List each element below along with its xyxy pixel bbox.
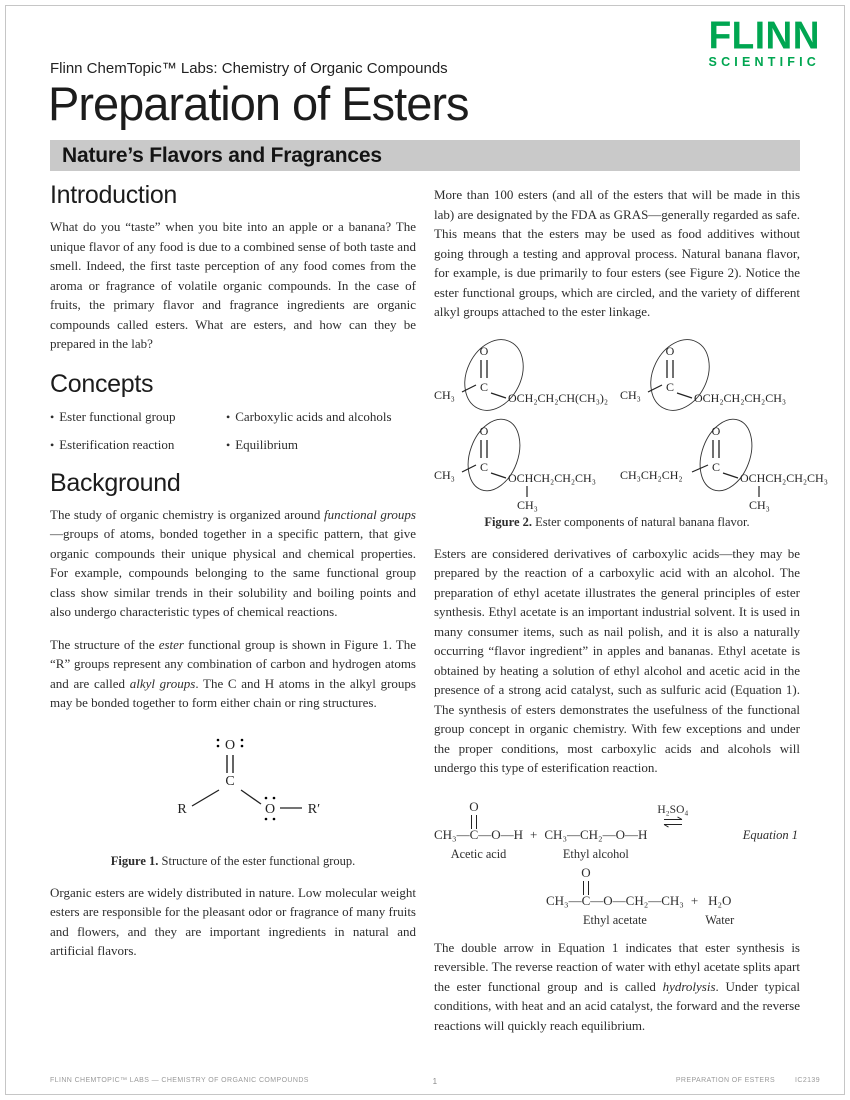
text-segment: —groups of atoms, bonded together in a specific pattern, that give organic compounds their unique physical and chemical properties. For example, compounds belonging to the same functional group class show similar trends in their solubility and boiling points and also undergo characteristic types of chemical reactions. (50, 526, 416, 620)
carbonyl-o: O (665, 343, 675, 358)
introduction-paragraph: What do you “taste” when you bite into an apple or a banana? The unique flavor of any food is due to a combined sense of both taste and smell. Indeed, the first taste perception of any food comes from the aroma or fragrance of volatile organic compounds. In the case of fruits, the primary flavor and fragrance ingredients are organic compounds called esters. What are esters, and how can they be prepared in the lab? (50, 219, 416, 352)
left-chain: CH₃CH₂CH₂ (620, 467, 683, 482)
text-segment: The structure of the (50, 636, 159, 652)
text-segment: The double arrow in Equation 1 indicates that ester synthesis is reversible. The reverse reaction of water with ethyl acetate splits apart the ester functional group and is called (434, 939, 800, 994)
emphasis-text: alkyl groups (129, 675, 196, 691)
carbonyl-c: C (665, 379, 675, 394)
nature-paragraph: Organic esters are widely distributed in nature. Low molecular weight esters are responsible for the pleasant odor or fragrance of many fruits and flowers, and they are important ingredients in natural and artificial flavors. (50, 884, 416, 959)
concepts-heading: Concepts (50, 369, 154, 398)
concept-label: Carboxylic acids and alcohols (235, 408, 392, 424)
figure2-caption-label: Figure 2. (484, 514, 533, 529)
right-chain: OCH₂CH₂CH₂CH₃ (694, 390, 787, 405)
catalyst-label: H₂SO₄ (657, 803, 689, 816)
text-segment: . Under typical conditions, with heat and an acid catalyst, the forward and the reverse reactions will quickly reach equilibrium. (434, 978, 800, 1033)
list-item (226, 409, 416, 425)
reactant-name: Acetic acid (450, 846, 507, 861)
carbonyl-oxygen: O (581, 864, 591, 880)
banana-ester-structure-2 (620, 335, 806, 415)
page-title: Preparation of Esters (48, 77, 469, 130)
figure2-caption (434, 515, 800, 530)
left-column (50, 181, 416, 1035)
carbonyl-o: O (479, 423, 489, 438)
emphasis-text: functional groups (324, 506, 416, 522)
banana-ester-structure-4 (620, 415, 850, 513)
formula-segment: —O—H (478, 826, 524, 842)
carbonyl-c: C (479, 459, 489, 474)
emphasis-text: hydrolysis (662, 978, 716, 994)
equation1-products-row (546, 862, 800, 928)
carbonyl-o: O (479, 343, 489, 358)
page-number: 1 (432, 1077, 438, 1086)
carbonyl-group (581, 864, 591, 910)
carbonyl-carbon: C (581, 892, 591, 908)
emphasis-text: ester (158, 636, 184, 652)
branch-methyl: CH₃ (749, 497, 770, 512)
reactant-name: Ethyl alcohol (562, 846, 629, 861)
footer-catalog-number: IC2139 (795, 1077, 820, 1084)
carbonyl-c: C (711, 459, 721, 474)
concept-label: Ester functional group (59, 408, 176, 424)
equilibrium-arrow-block (657, 804, 688, 829)
carbonyl-oxygen: O (469, 798, 479, 814)
acetic-acid-formula (434, 798, 524, 862)
figure1-caption-label: Figure 1. (110, 853, 159, 868)
equilibrium-arrow-icon (662, 816, 684, 828)
figure1-caption (50, 854, 416, 869)
series-kicker: Flinn ChemTopic™ Labs: Chemistry of Organic Compounds (50, 60, 448, 77)
left-chain: CH₃ (434, 387, 455, 402)
figure2 (434, 335, 828, 513)
product-name: Water (705, 912, 735, 927)
equation-number-label: Equation 1 (742, 827, 798, 842)
text-segment: . The C and H atoms in the alkyl groups may be bonded together to form either chain or ring structures. (50, 675, 416, 711)
flinn-logo-scientific: SCIENTIFIC (708, 55, 820, 69)
list-item (50, 409, 226, 425)
two-column-body (50, 181, 828, 1035)
background-paragraph-1 (50, 505, 416, 622)
left-chain: CH₃ (434, 467, 455, 482)
formula-segment: —O—CH₂—CH₃ (590, 892, 684, 908)
formula-segment: H₂O (708, 892, 732, 908)
banana-ester-structure-3 (434, 415, 620, 513)
double-bond (471, 815, 477, 829)
fig1-carbonyl-oxygen: O (224, 737, 236, 753)
bullet-icon: • (50, 437, 55, 452)
page-footer (50, 1077, 820, 1084)
figure1 (50, 727, 416, 844)
gras-paragraph: More than 100 esters (and all of the esters that will be made in this lab) are designated by the FDA as GRAS—generally regarded as safe. This means that the esters may be used as food additives without going through a testing and approval process. Natural banana flavor, for example, is due primarily to four esters (see Figure 2). Notice the ester functional groups, which are circled, and the variety of different alkyl groups attached to the ester linkage. (434, 187, 800, 320)
background-paragraph-2 (50, 635, 416, 713)
fig1-rprime-group: R′ (307, 801, 321, 817)
list-item (226, 437, 416, 453)
equation1 (434, 792, 800, 928)
right-chain: OCHCH₂CH₂CH₃ (508, 470, 596, 485)
concept-label: Esterification reaction (59, 436, 175, 452)
ethyl-acetate-formula (546, 864, 684, 928)
carbonyl-carbon: C (469, 826, 479, 842)
footer-title: PREPARATION OF ESTERS (675, 1077, 776, 1084)
carbonyl-group (469, 798, 479, 844)
footer-series: FLINN CHEMTOPIC™ LABS — CHEMISTRY OF ORGANIC COMPOUNDS (50, 1077, 309, 1084)
figure1-caption-text: Structure of the ester functional group. (158, 853, 356, 868)
flinn-logo-wordmark: FLINN (708, 13, 820, 58)
list-item (50, 437, 226, 453)
product-name: Ethyl acetate (583, 912, 647, 927)
equation1-reactants-row (434, 792, 800, 862)
concepts-list (50, 409, 416, 453)
bullet-icon: • (226, 409, 231, 424)
branch-methyl: CH₃ (517, 497, 538, 512)
hydrolysis-paragraph (434, 938, 800, 1036)
double-bond (583, 881, 589, 895)
carbonyl-c: C (479, 379, 489, 394)
formula-segment: CH₃—CH₂—O—H (544, 826, 648, 842)
left-chain: CH₃ (620, 387, 641, 402)
right-chain: OCHCH₂CH₂CH₃ (740, 470, 828, 485)
figure2-caption-text: Ester components of natural banana flavor. (532, 514, 750, 529)
concept-label: Equilibrium (235, 436, 299, 452)
right-column (434, 181, 828, 1035)
fig1-ester-oxygen: O (264, 801, 276, 817)
formula-segment: CH₃— (434, 826, 470, 842)
formula-segment: CH₃— (546, 892, 582, 908)
right-chain: OCH₂CH₂CH(CH₃)₂ (508, 390, 609, 405)
banana-ester-structure-1 (434, 335, 620, 415)
ethyl-alcohol-formula (544, 826, 647, 862)
bullet-icon: • (50, 409, 55, 424)
ester-functional-group-structure (118, 727, 348, 839)
text-segment: The study of organic chemistry is organized around (50, 506, 325, 522)
text-segment: functional group is shown in Figure 1. The “R” groups represent any combination of carbon and hydrogen atoms and are called (50, 636, 416, 691)
bullet-icon: • (226, 437, 231, 452)
water-formula (705, 892, 734, 928)
fig1-carbon: C (225, 773, 235, 789)
plus-sign: + (690, 892, 699, 908)
subtitle-banner: Nature’s Flavors and Fragrances (50, 140, 800, 171)
introduction-heading: Introduction (50, 181, 178, 210)
carbonyl-o: O (711, 423, 721, 438)
ester-synthesis-paragraph: Esters are considered derivatives of carboxylic acids—they may be prepared by the reaction of a carboxylic acid with an alcohol. The preparation of ethyl acetate illustrates the general principles of ester synthesis. Ethyl acetate is an important industrial solvent. It is used in many consumer items, such as nail polish, and it is also a naturally occurring “flavor ingredient” in apples and bananas. Ethyl acetate is obtained by heating a solution of ethyl alcohol and acetic acid in the presence of a strong acid catalyst, such as sulfuric acid (Equation 1). The synthesis of esters demonstrates the usefulness of the functional group concept in organic chemistry. With few exceptions and under the proper conditions, most carboxylic acids and alcohols will undergo this type of esterification reaction. (434, 545, 800, 776)
plus-sign: + (530, 826, 538, 842)
background-heading: Background (50, 468, 181, 497)
fig1-r-group: R (177, 801, 187, 817)
